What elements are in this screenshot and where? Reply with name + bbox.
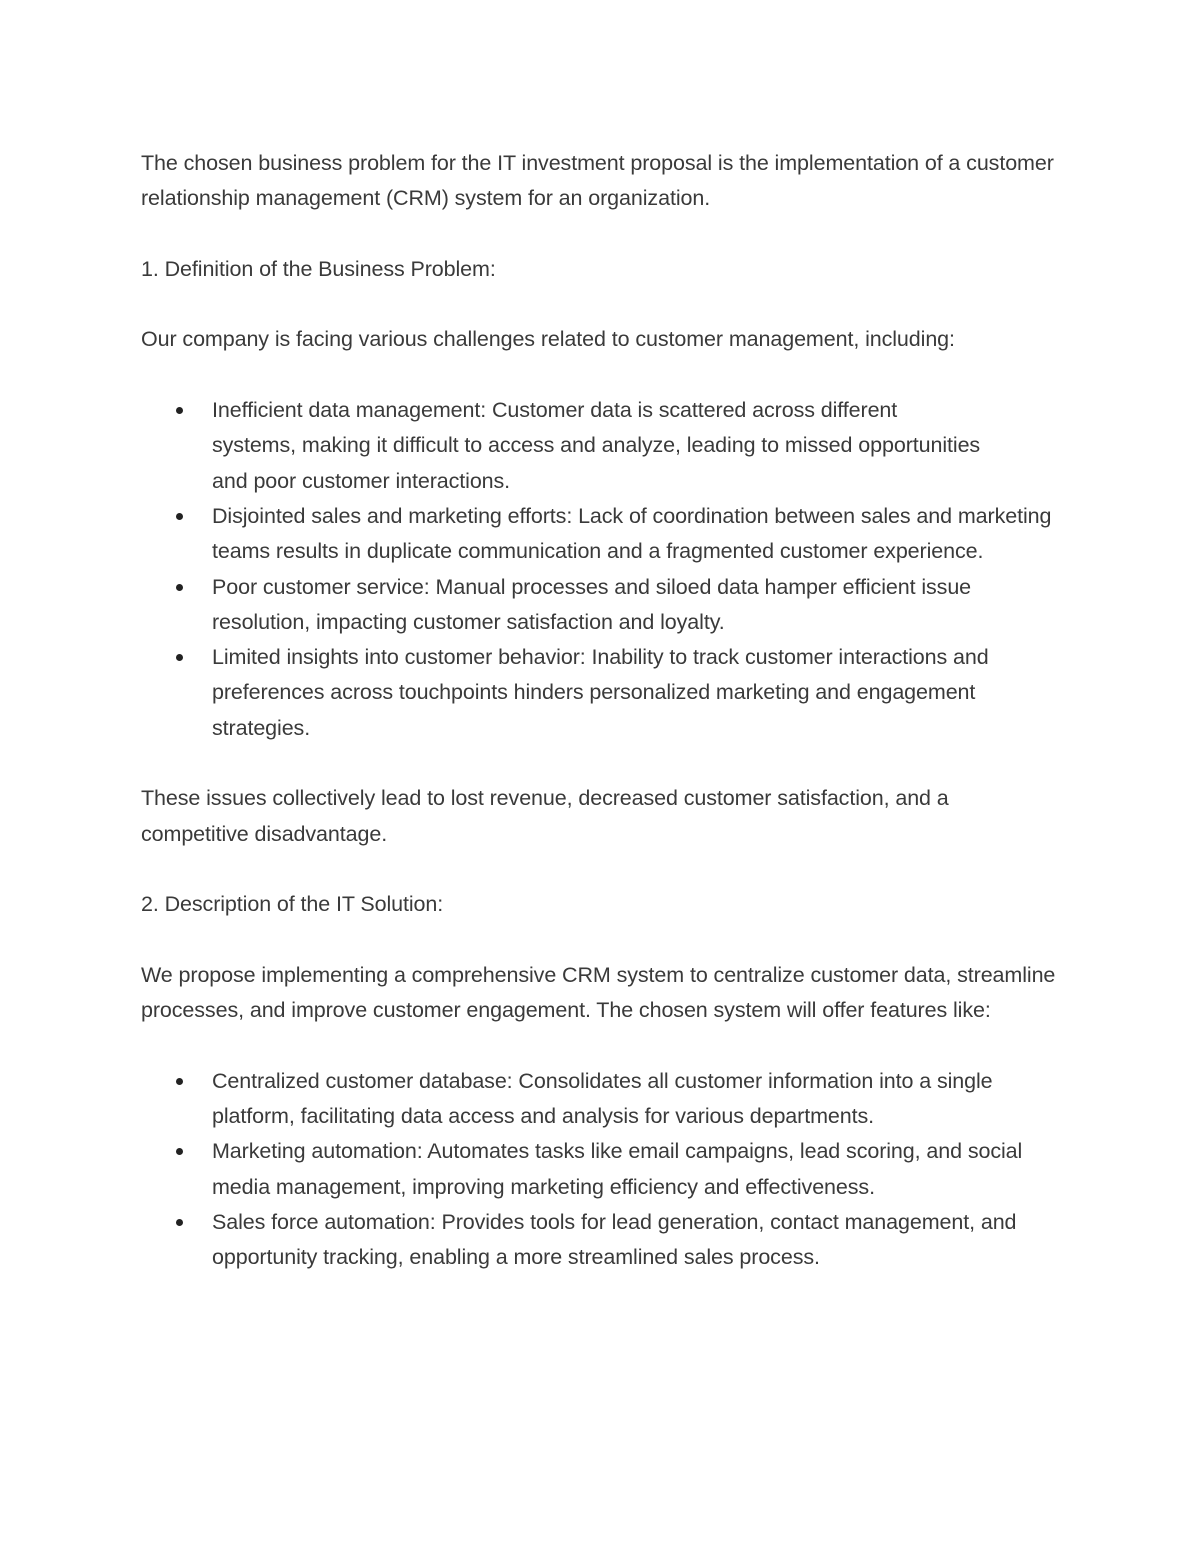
paragraph-spacer bbox=[141, 217, 1071, 252]
section-1-conclusion: These issues collectively lead to lost revenue, decreased customer satisfaction, and a competitive disadvantage. bbox=[141, 786, 949, 846]
list-item bbox=[141, 570, 1062, 641]
list-item bbox=[141, 1064, 1042, 1135]
bullet-icon bbox=[176, 513, 183, 520]
section-1-lead: Our company is facing various challenges related to customer management, including: bbox=[141, 327, 955, 352]
paragraph-spacer bbox=[141, 358, 1071, 393]
bullet-icon bbox=[176, 407, 183, 414]
list-item-text: Sales force automation: Provides tools for lead generation, contact management, and opportunity tracking, enabling a more streamlined sales process. bbox=[212, 1209, 1017, 1270]
intro-paragraph: The chosen business problem for the IT investment proposal is the implementation of a customer relationship management (CRM) system for an organization. bbox=[141, 151, 1054, 211]
paragraph-spacer bbox=[141, 852, 1071, 887]
list-item-text: Marketing automation: Automates tasks like email campaigns, lead scoring, and social media management, improving marketing efficiency and effectiveness. bbox=[212, 1139, 1023, 1199]
bullet-icon bbox=[176, 1219, 183, 1226]
bullet-icon bbox=[176, 654, 183, 661]
list-item bbox=[141, 393, 982, 499]
section-1-bullet-list bbox=[141, 393, 1071, 746]
paragraph-spacer bbox=[141, 923, 1071, 958]
list-item-text: Limited insights into customer behavior: Inability to track customer interactions and preferences across touchpoints hinders personalized marketing and engagement strategies. bbox=[212, 645, 989, 740]
list-item-text: Disjointed sales and marketing efforts: Lack of coordination between sales and marketing teams results in duplicate communication and a fragmented customer experience. bbox=[212, 503, 1052, 564]
section-1-heading: 1. Definition of the Business Problem: bbox=[141, 256, 496, 281]
list-item-text: Inefficient data management: Customer data is scattered across different systems, making it difficult to access and analyze, leading to missed opportunities and poor customer interactions. bbox=[212, 398, 981, 493]
list-item bbox=[141, 640, 1042, 746]
paragraph-spacer bbox=[141, 1028, 1071, 1063]
list-item bbox=[141, 499, 1062, 570]
bullet-icon bbox=[176, 1078, 183, 1085]
section-2-bullet-list bbox=[141, 1064, 1071, 1276]
bullet-icon bbox=[176, 1148, 183, 1155]
list-item bbox=[141, 1205, 1067, 1276]
section-2-heading: 2. Description of the IT Solution: bbox=[141, 892, 444, 917]
paragraph-spacer bbox=[141, 287, 1071, 322]
bullet-icon bbox=[176, 584, 183, 591]
section-2-lead: We propose implementing a comprehensive CRM system to centralize customer data, streamline processes, and improve customer engagement. The chosen system will offer features like: bbox=[141, 962, 1056, 1023]
paragraph-spacer bbox=[141, 746, 1071, 781]
list-item bbox=[141, 1134, 1052, 1205]
list-item-text: Poor customer service: Manual processes and siloed data hamper efficient issue resolution, impacting customer satisfaction and loyalty. bbox=[212, 574, 972, 634]
document-page bbox=[141, 146, 1071, 1276]
list-item-text: Centralized customer database: Consolidates all customer information into a single platform, facilitating data access and analysis for various departments. bbox=[212, 1068, 993, 1129]
